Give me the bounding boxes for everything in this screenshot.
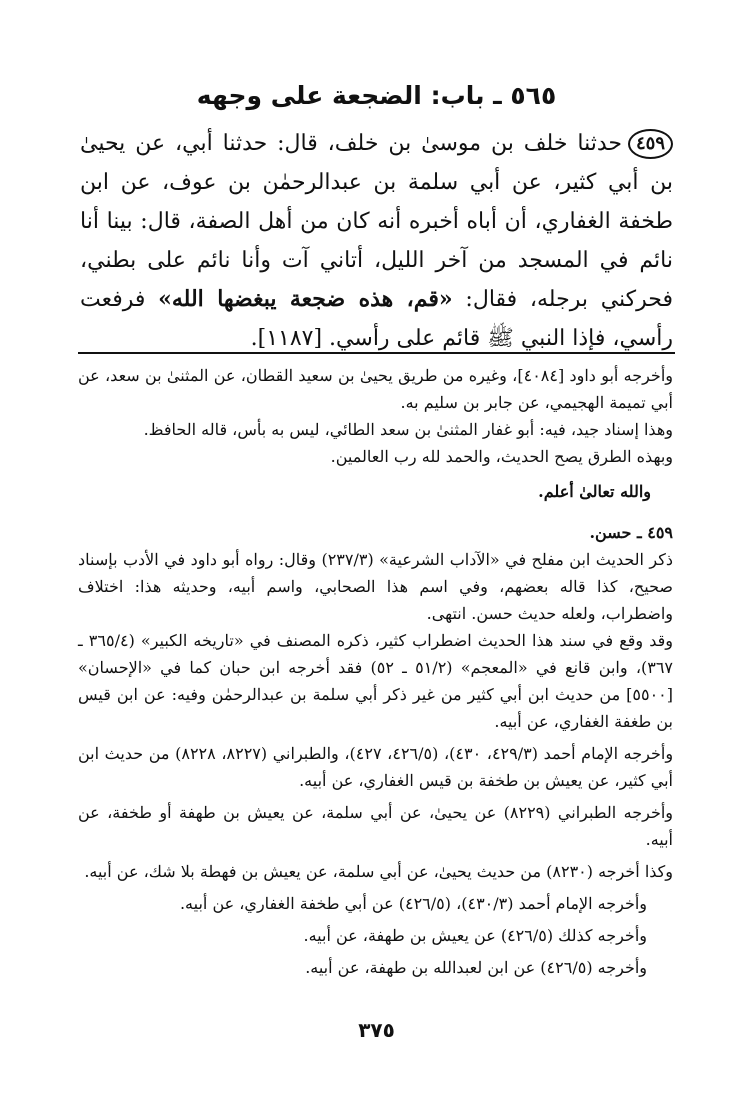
- note-paragraph: ذكر الحديث ابن مفلح في «الآداب الشرعية» (٢٣٧/٣) وقال: رواه أبو داود في الأدب بإسناد صحيح، كذا قاله بعضهم، وفي اسم هذا الصحابي، واسم أبيه، وحديثه هذا: اختلاف واضطراب، ولعله حديث حسن. انتهى.: [78, 550, 673, 623]
- note-closing: والله تعالىٰ أعلم.: [538, 482, 651, 501]
- hadith-text-after: فرفعت رأسي، فإذا النبي ﷺ قائم على رأسي. [١١٨٧].: [80, 287, 673, 351]
- note-paragraph: وأخرجه الإمام أحمد (٤٣٠/٣)، (٤٢٦/٥) عن أبي طخفة الغفاري، عن أبيه.: [179, 894, 647, 913]
- note-paragraph: وأخرجه الإمام أحمد (٤٢٩/٣، ٤٣٠)، (٤٢٦/٥، ٤٢٧)، والطبراني (٨٢٢٧، ٨٢٢٨) من حديث ابن أبي كثير، عن يعيش بن طخفة بن قيس الغفاري، عن أبيه.: [78, 744, 674, 790]
- note-line: وأخرجه أبو داود [٤٠٨٤]، وغيره من طريق يحيىٰ بن سعيد القطان، عن المثنىٰ بن سعد، عن أبي تميمة الهجيمي، عن جابر بن سليم به.: [78, 366, 673, 412]
- footnotes: [78, 362, 673, 981]
- note-paragraph: وقد وقع في سند هذا الحديث اضطراب كثير، ذكره المصنف في «تاريخه الكبير» (٣٦٥/٤ ـ ٣٦٧)، وابن قانع في «المعجم» (٥١/٢ ـ ٥٢) فقد أخرجه ابن حبان كما في «الإحسان» [٥٥٠٠] من حديث ابن أبي كثير من غير ذكر أبي سلمة بن عبدالرحمٰن وفيه: عن ابن قيس بن طغفة الغفاري، عن أبيه.: [78, 631, 674, 731]
- chapter-title: ٥٦٥ ـ باب: الضجعة على وجهه: [196, 81, 557, 110]
- hadith-number-badge: ٤٥٩: [628, 129, 673, 159]
- note-paragraph: وأخرجه الطبراني (٨٢٢٩) عن يحيىٰ، عن أبي سلمة، عن يعيش بن طهفة أو طخفة، عن أبيه.: [78, 803, 674, 849]
- note-paragraph: وأخرجه كذلك (٤٢٦/٥) عن يعيش بن طهفة، عن أبيه.: [303, 926, 647, 945]
- note-paragraph: وكذا أخرجه (٨٢٣٠) من حديث يحيىٰ، عن أبي سلمة، عن يعيش بن فهطة بلا شك، عن أبيه.: [84, 862, 673, 881]
- hadith-text-before: حدثنا خلف بن موسىٰ بن خلف، قال: حدثنا أبي، عن يحيىٰ بن أبي كثير، عن أبي سلمة بن عبدالرحمٰن بن عوف، عن ابن طخفة الغفاري، أن أباه أخبره أنه كان من أهل الصفة، قال: بينا أنا نائم في المسجد من آخر الليل، أتاني آت وأنا نائم على بطني، فحركني برجله، فقال:: [80, 131, 673, 312]
- page-number: ٣٧٥: [358, 1018, 395, 1042]
- footnote-divider: [78, 352, 675, 354]
- note-number-line: ٤٥٩ ـ حسن.: [589, 523, 673, 542]
- note-line: وبهذه الطرق يصح الحديث، والحمد لله رب العالمين.: [330, 447, 673, 466]
- note-paragraph: وأخرجه (٤٢٦/٥) عن ابن لعبدالله بن طهفة، عن أبيه.: [305, 958, 647, 977]
- hadith-text: [80, 124, 673, 358]
- note-line: وهذا إسناد جيد، فيه: أبو غفار المثنىٰ بن سعد الطائي، ليس به بأس، قاله الحافظ.: [143, 420, 673, 439]
- hadith-quote: «قم، هذه ضجعة يبغضها الله»: [158, 286, 453, 312]
